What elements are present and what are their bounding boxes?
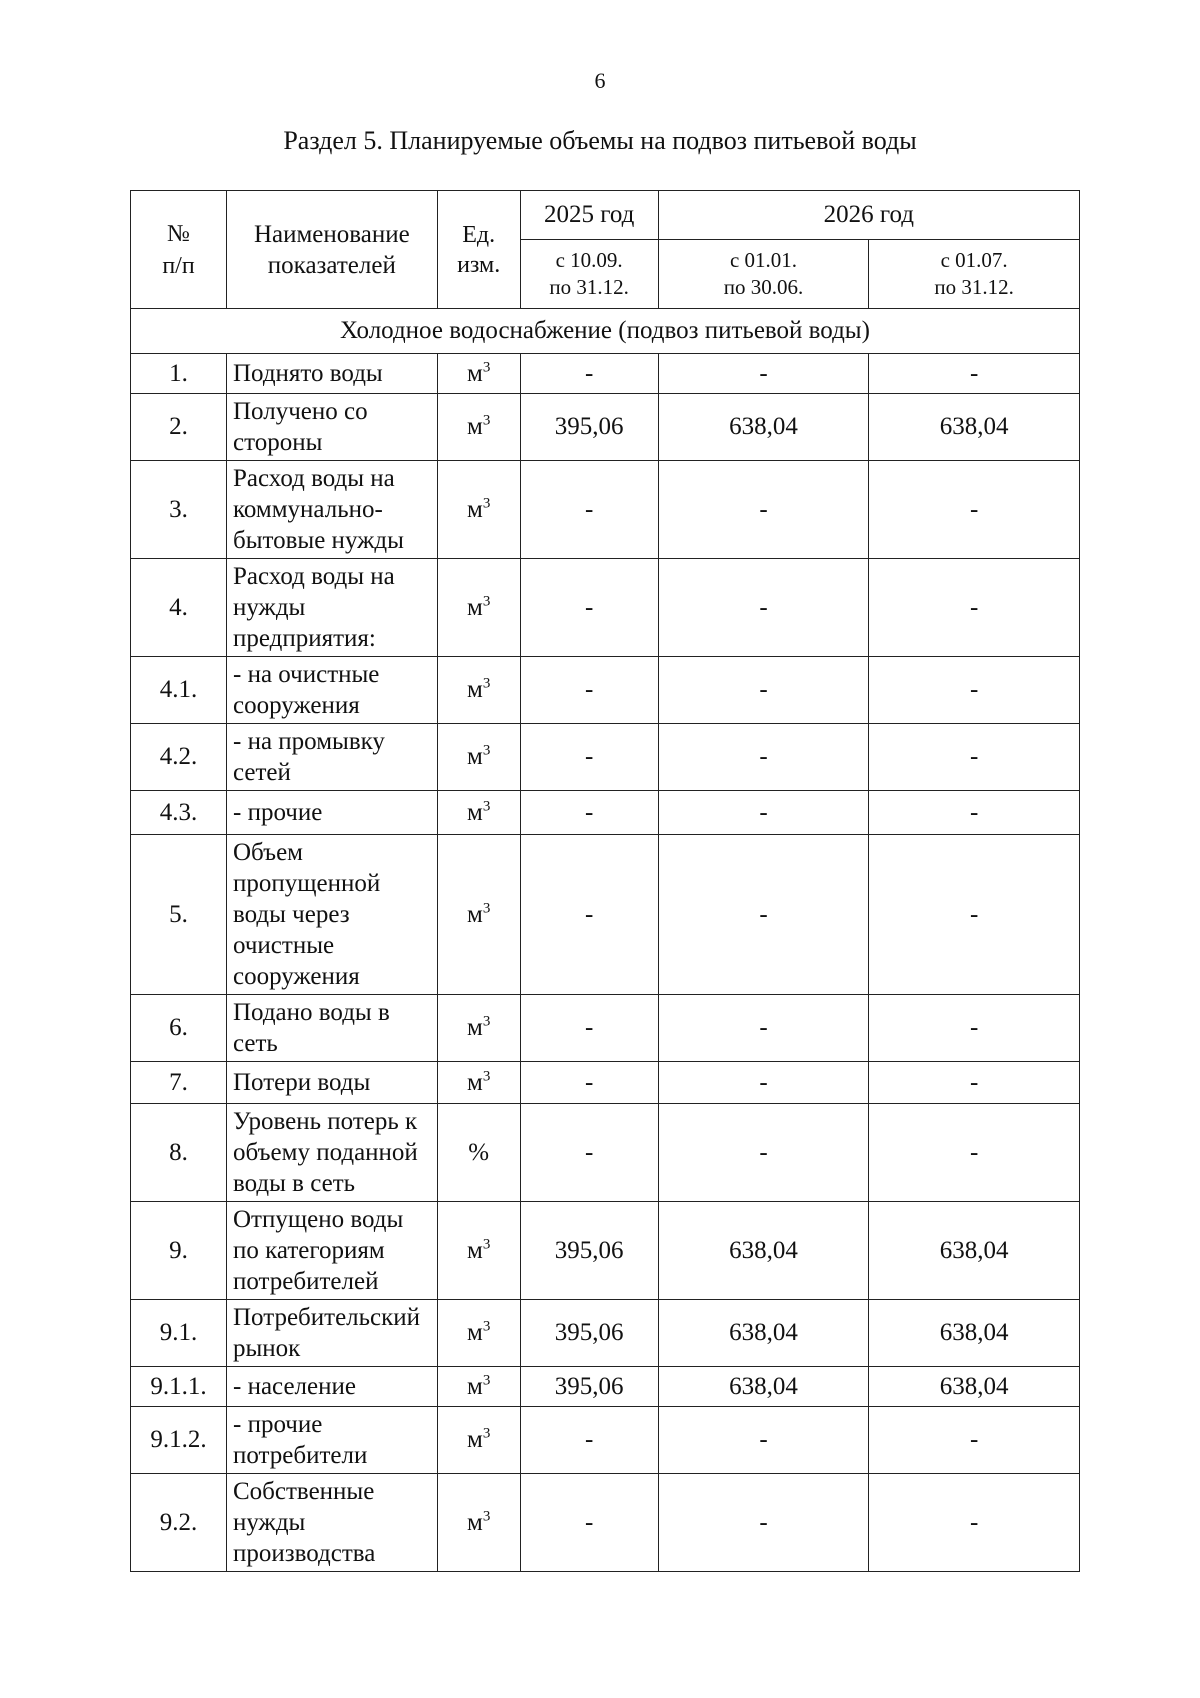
- row-unit-text: м: [466, 495, 483, 523]
- row-value-2026-jan-jun: -: [658, 657, 869, 724]
- row-indicator-name: Подано воды в сеть: [227, 995, 438, 1062]
- row-unit-exponent: 3: [482, 1013, 491, 1030]
- header-period-3-from: с 01.07.: [940, 248, 1008, 272]
- row-unit-exponent: 3: [482, 593, 491, 610]
- row-number: 3.: [131, 461, 227, 559]
- table-row: [131, 461, 1080, 559]
- row-value-2025-sep-dec: 395,06: [520, 1367, 658, 1407]
- row-value-2026-jul-dec: 638,04: [869, 394, 1080, 461]
- row-number: 4.2.: [131, 724, 227, 791]
- row-indicator-name: Потери воды: [227, 1062, 438, 1104]
- header-period-1-to: по 31.12.: [549, 275, 629, 299]
- row-indicator-name: Расход воды на коммунально-бытовые нужды: [227, 461, 438, 559]
- row-unit-text: м: [466, 900, 483, 928]
- row-value-2026-jan-jun: -: [658, 791, 869, 835]
- row-indicator-name: Собственные нужды производства: [227, 1474, 438, 1572]
- row-value-2026-jul-dec: -: [869, 995, 1080, 1062]
- row-unit: [437, 1300, 520, 1367]
- row-unit-text: м: [466, 413, 483, 440]
- table-row: [131, 1104, 1080, 1202]
- table-row: [131, 394, 1080, 461]
- row-unit-exponent: 3: [482, 412, 491, 429]
- row-indicator-name: - на промывку сетей: [227, 724, 438, 791]
- row-unit-exponent: 3: [482, 1508, 491, 1525]
- row-number: 6.: [131, 995, 227, 1062]
- header-period-2: [658, 240, 869, 309]
- row-number: 4.3.: [131, 791, 227, 835]
- row-unit-exponent: 3: [482, 900, 491, 917]
- row-value-2026-jan-jun: 638,04: [658, 1300, 869, 1367]
- row-value-2025-sep-dec: -: [520, 995, 658, 1062]
- row-value-2026-jan-jun: 638,04: [658, 1367, 869, 1407]
- row-number: 7.: [131, 1062, 227, 1104]
- row-unit: [437, 559, 520, 657]
- row-number: 4.: [131, 559, 227, 657]
- table-row: [131, 354, 1080, 394]
- row-indicator-name: Поднято воды: [227, 354, 438, 394]
- row-value-2026-jan-jun: -: [658, 461, 869, 559]
- table-body: [131, 309, 1080, 1572]
- row-unit-exponent: 3: [482, 1236, 491, 1253]
- row-unit-text: м: [466, 1426, 483, 1453]
- row-value-2026-jul-dec: -: [869, 461, 1080, 559]
- header-number-line2: п/п: [162, 252, 195, 279]
- row-number: 4.1.: [131, 657, 227, 724]
- table-row: [131, 1300, 1080, 1367]
- row-unit-exponent: 3: [482, 742, 491, 759]
- table-row: [131, 724, 1080, 791]
- row-unit-text: м: [466, 1236, 483, 1264]
- row-value-2026-jan-jun: -: [658, 1062, 869, 1104]
- table-row: [131, 559, 1080, 657]
- row-value-2026-jan-jun: -: [658, 1104, 869, 1202]
- row-unit-text: м: [466, 743, 483, 770]
- row-unit-text: м: [466, 798, 483, 826]
- row-value-2025-sep-dec: -: [520, 657, 658, 724]
- row-value-2026-jul-dec: -: [869, 835, 1080, 995]
- row-number: 1.: [131, 354, 227, 394]
- row-unit-text: м: [466, 1508, 483, 1536]
- row-unit: [437, 724, 520, 791]
- table-row: [131, 657, 1080, 724]
- row-number: 9.: [131, 1202, 227, 1300]
- table-row: [131, 791, 1080, 835]
- table-row: [131, 1062, 1080, 1104]
- row-unit-text: м: [466, 593, 483, 621]
- row-unit-exponent: 3: [482, 675, 491, 692]
- row-number: 9.2.: [131, 1474, 227, 1572]
- row-value-2025-sep-dec: -: [520, 1062, 658, 1104]
- header-unit-line1: Ед.: [462, 221, 496, 248]
- header-indicator-name: Наименование показателей: [227, 191, 438, 309]
- row-number: 8.: [131, 1104, 227, 1202]
- row-value-2026-jan-jun: 638,04: [658, 394, 869, 461]
- row-value-2026-jul-dec: 638,04: [869, 1202, 1080, 1300]
- row-value-2026-jan-jun: -: [658, 995, 869, 1062]
- row-value-2025-sep-dec: -: [520, 559, 658, 657]
- row-unit: [437, 835, 520, 995]
- row-indicator-name: - прочие: [227, 791, 438, 835]
- row-number: 9.1.2.: [131, 1407, 227, 1474]
- row-indicator-name: - на очистные сооружения: [227, 657, 438, 724]
- row-unit-exponent: 3: [482, 1372, 491, 1389]
- header-unit-line2: изм.: [457, 251, 501, 278]
- header-year-2025: 2025 год: [520, 191, 658, 240]
- row-unit: [437, 394, 520, 461]
- row-unit-exponent: 3: [482, 1068, 491, 1085]
- row-value-2025-sep-dec: -: [520, 791, 658, 835]
- table-row: [131, 1202, 1080, 1300]
- row-value-2026-jul-dec: 638,04: [869, 1367, 1080, 1407]
- row-unit-text: м: [466, 1068, 483, 1096]
- row-unit-text: м: [466, 1372, 483, 1400]
- row-unit: [437, 657, 520, 724]
- row-unit-text: %: [468, 1138, 490, 1166]
- row-value-2025-sep-dec: -: [520, 1407, 658, 1474]
- row-indicator-name: Получено со стороны: [227, 394, 438, 461]
- header-number: [131, 191, 227, 309]
- row-unit-text: м: [466, 676, 483, 703]
- row-unit-exponent: 3: [482, 359, 491, 376]
- header-period-1: [520, 240, 658, 309]
- row-indicator-name: Уровень потерь к объему поданной воды в сеть: [227, 1104, 438, 1202]
- row-value-2026-jul-dec: -: [869, 559, 1080, 657]
- row-unit-text: м: [466, 1319, 483, 1346]
- row-value-2025-sep-dec: -: [520, 1104, 658, 1202]
- row-unit: [437, 1202, 520, 1300]
- header-number-line1: №: [167, 220, 190, 247]
- row-unit: [437, 1474, 520, 1572]
- header-period-3: [869, 240, 1080, 309]
- table-row: [131, 1474, 1080, 1572]
- row-unit-text: м: [466, 359, 483, 387]
- row-value-2026-jul-dec: -: [869, 1104, 1080, 1202]
- table-row: [131, 995, 1080, 1062]
- row-value-2025-sep-dec: -: [520, 1474, 658, 1572]
- water-volume-table: [130, 190, 1080, 1572]
- row-unit: [437, 791, 520, 835]
- row-indicator-name: Объем пропущенной воды через очистные сооружения: [227, 835, 438, 995]
- table-row: [131, 1367, 1080, 1407]
- section-heading: Холодное водоснабжение (подвоз питьевой воды): [131, 309, 1080, 354]
- row-value-2025-sep-dec: -: [520, 724, 658, 791]
- row-unit-exponent: 3: [482, 798, 491, 815]
- row-number: 2.: [131, 394, 227, 461]
- header-row-years: [131, 191, 1080, 240]
- header-period-2-from: с 01.01.: [729, 248, 798, 272]
- header-unit: [437, 191, 520, 309]
- row-value-2026-jan-jun: -: [658, 835, 869, 995]
- row-value-2026-jan-jun: 638,04: [658, 1202, 869, 1300]
- row-unit: [437, 1104, 520, 1202]
- row-unit: [437, 461, 520, 559]
- row-unit: [437, 995, 520, 1062]
- row-value-2025-sep-dec: 395,06: [520, 1300, 658, 1367]
- row-indicator-name: Расход воды на нужды предприятия:: [227, 559, 438, 657]
- row-unit-text: м: [466, 1014, 483, 1041]
- header-period-3-to: по 31.12.: [934, 275, 1014, 299]
- header-period-2-to: по 30.06.: [723, 275, 804, 299]
- row-indicator-name: - прочие потребители: [227, 1407, 438, 1474]
- row-unit-exponent: 3: [482, 495, 491, 512]
- table-row: [131, 835, 1080, 995]
- row-value-2026-jan-jun: -: [658, 1407, 869, 1474]
- row-unit: [437, 1367, 520, 1407]
- row-value-2026-jul-dec: -: [869, 657, 1080, 724]
- row-value-2025-sep-dec: 395,06: [520, 394, 658, 461]
- header-period-1-from: с 10.09.: [555, 248, 623, 272]
- row-number: 5.: [131, 835, 227, 995]
- section-title: Раздел 5. Планируемые объемы на подвоз питьевой воды: [283, 126, 917, 155]
- row-value-2025-sep-dec: -: [520, 461, 658, 559]
- row-unit-exponent: 3: [482, 1318, 491, 1335]
- row-indicator-name: Отпущено воды по категориям потребителей: [227, 1202, 438, 1300]
- row-number: 9.1.1.: [131, 1367, 227, 1407]
- row-value-2025-sep-dec: -: [520, 835, 658, 995]
- row-unit: [437, 1407, 520, 1474]
- row-indicator-name: Потребительский рынок: [227, 1300, 438, 1367]
- row-unit: [437, 354, 520, 394]
- table-header: [131, 191, 1080, 309]
- row-value-2026-jul-dec: -: [869, 354, 1080, 394]
- header-year-2026: 2026 год: [658, 191, 1079, 240]
- row-value-2025-sep-dec: -: [520, 354, 658, 394]
- row-value-2026-jul-dec: -: [869, 1474, 1080, 1572]
- row-unit-exponent: 3: [482, 1425, 491, 1442]
- table-row: [131, 1407, 1080, 1474]
- row-value-2026-jul-dec: -: [869, 724, 1080, 791]
- row-value-2026-jul-dec: -: [869, 791, 1080, 835]
- row-value-2026-jul-dec: -: [869, 1062, 1080, 1104]
- row-unit: [437, 1062, 520, 1104]
- row-value-2026-jul-dec: 638,04: [869, 1300, 1080, 1367]
- row-indicator-name: - население: [227, 1367, 438, 1407]
- section-row: [131, 309, 1080, 354]
- page-number: 6: [594, 68, 606, 93]
- row-value-2026-jul-dec: -: [869, 1407, 1080, 1474]
- row-value-2025-sep-dec: 395,06: [520, 1202, 658, 1300]
- row-value-2026-jan-jun: -: [658, 354, 869, 394]
- row-value-2026-jan-jun: -: [658, 559, 869, 657]
- row-number: 9.1.: [131, 1300, 227, 1367]
- row-value-2026-jan-jun: -: [658, 724, 869, 791]
- row-value-2026-jan-jun: -: [658, 1474, 869, 1572]
